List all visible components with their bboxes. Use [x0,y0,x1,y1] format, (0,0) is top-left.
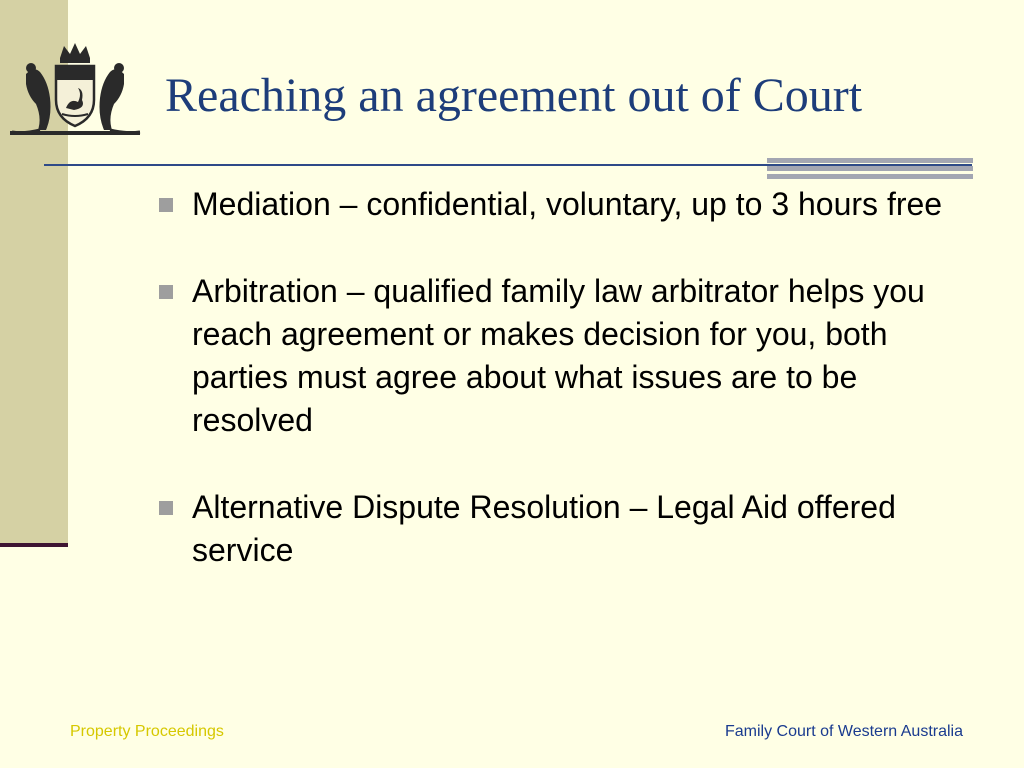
square-bullet-icon [159,285,173,299]
slide-title: Reaching an agreement out of Court [165,69,863,122]
bullet-item [157,183,957,226]
bullet-item [157,270,957,442]
bullet-item [157,486,957,572]
bullet-text: Alternative Dispute Resolution – Legal Aid offered service [192,489,896,568]
bullet-text: Mediation – confidential, voluntary, up to 3 hours free [192,186,943,222]
footer-left-text: Property Proceedings [70,723,224,740]
square-bullet-icon [159,501,173,515]
bullet-list [157,183,957,616]
side-band-rule [0,543,68,547]
decorative-bars [767,158,973,182]
coat-of-arms-icon [4,38,146,142]
square-bullet-icon [159,198,173,212]
bullet-text: Arbitration – qualified family law arbitrator helps you reach agreement or makes decision for you, both parties must agree about what issues are to be resolved [192,273,925,438]
footer-right-text: Family Court of Western Australia [724,723,963,740]
